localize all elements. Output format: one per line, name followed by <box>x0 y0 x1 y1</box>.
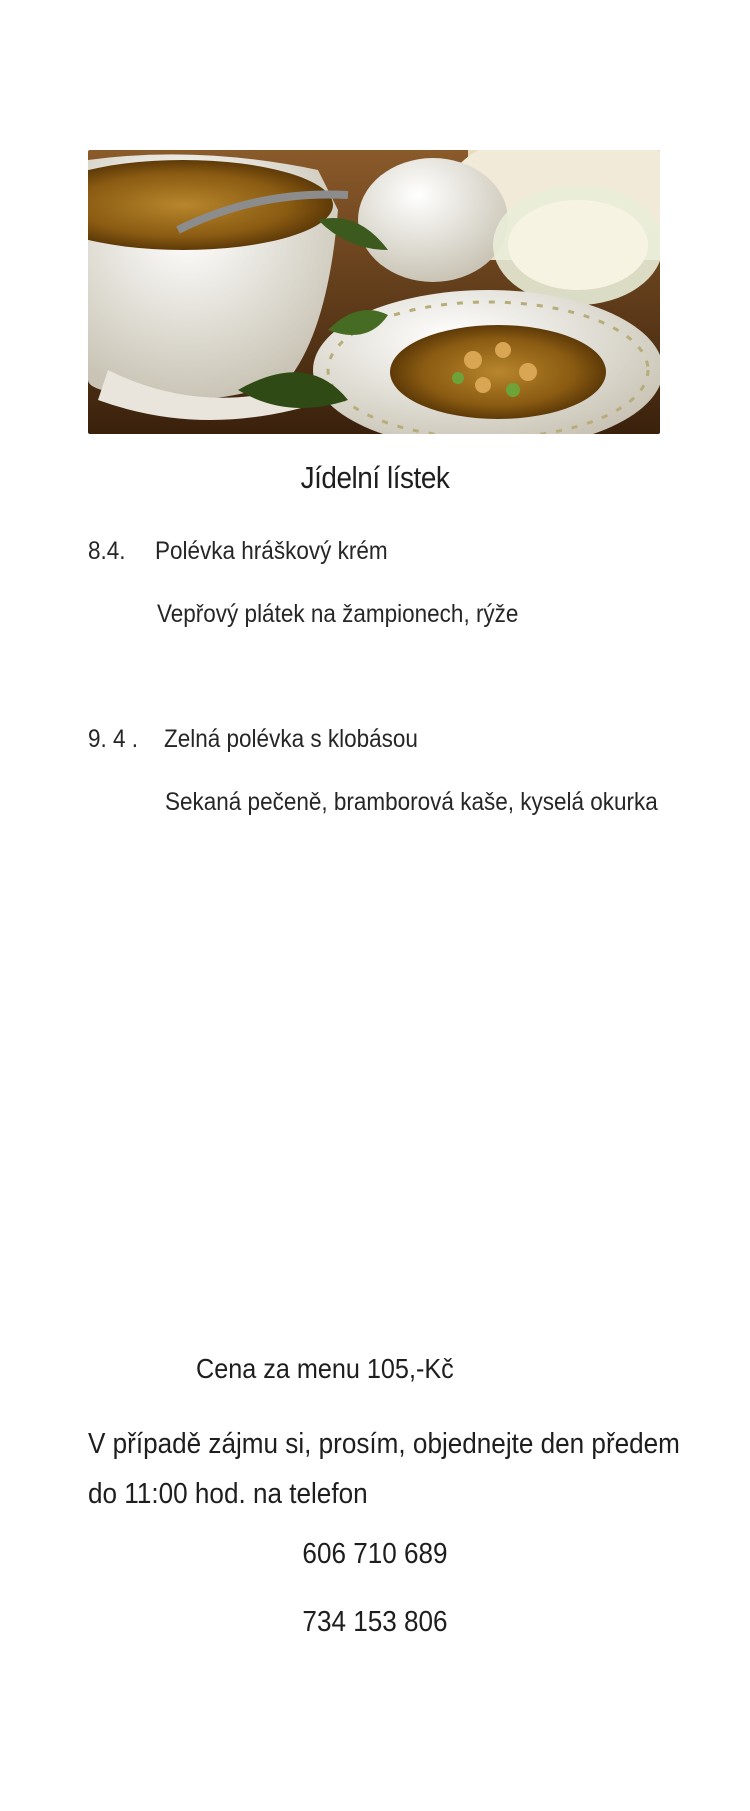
menu-price: Cena za menu 105,-Kč <box>196 1353 454 1384</box>
menu-title: Jídelní lístek <box>300 460 450 495</box>
day-date: 9. 4 . <box>88 725 139 753</box>
day-main: Sekaná pečeně, bramborová kaše, kyselá okurka <box>165 788 658 816</box>
soup-photo <box>88 150 660 434</box>
day-date: 8.4. <box>88 537 126 565</box>
day-soup: Polévka hráškový krém <box>155 537 388 565</box>
day-main: Vepřový plátek na žampionech, rýže <box>157 600 519 628</box>
order-note: V případě zájmu si, prosím, objednejte den předem do 11:00 hod. na telefon <box>88 1428 680 1510</box>
day-soup: Zelná polévka s klobásou <box>164 725 418 753</box>
phone-number: 606 710 689 <box>302 1538 448 1570</box>
phone-number: 734 153 806 <box>302 1606 448 1638</box>
